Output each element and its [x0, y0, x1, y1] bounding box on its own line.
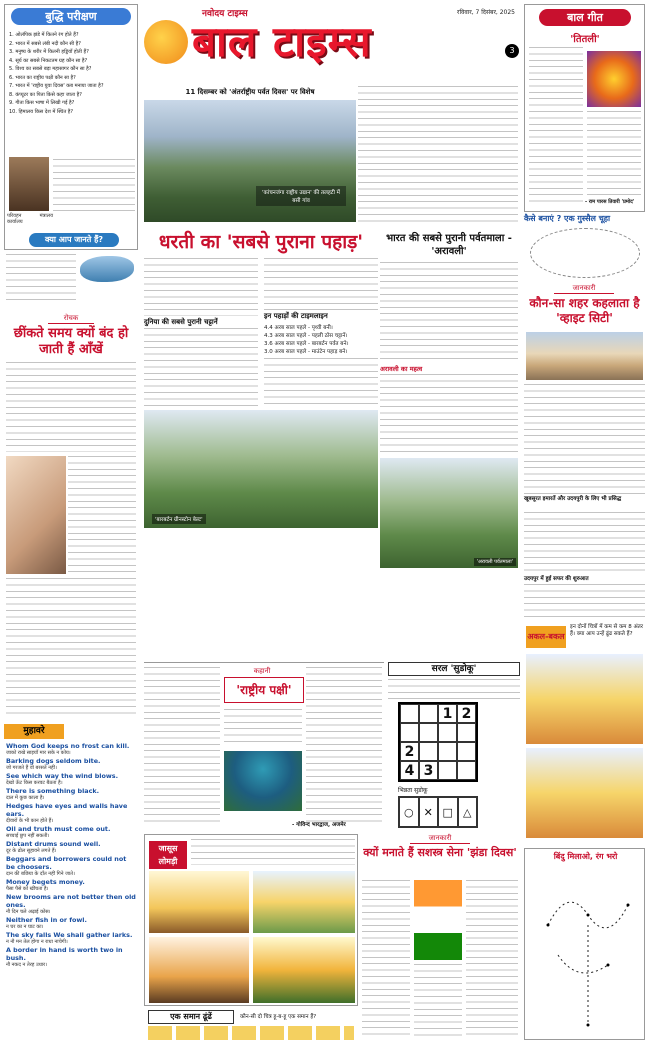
quiz-list — [9, 31, 135, 116]
peacock-image — [224, 751, 302, 811]
timeline-list — [264, 324, 378, 356]
idiom-hi: सच्चाई छुप नहीं सकती। — [6, 833, 50, 839]
idioms-title: मुहावरे — [4, 724, 64, 739]
comic-panel-3 — [149, 937, 249, 1003]
know-title: क्या आप जानते हैं? — [29, 233, 119, 247]
find-same-images — [148, 1026, 354, 1040]
story-text-b — [224, 709, 302, 747]
quiz-item: 4. सूर्य का सबसे निकटतम ग्रह कौन सा है? — [9, 57, 88, 64]
idiom-hi: दाल में कुछ काला है। — [6, 795, 45, 801]
white-city-title: कौन-सा शहर कहलाता है 'व्हाइट सिटी' — [529, 296, 640, 325]
mountain-photo — [144, 100, 356, 222]
aravali-caption: 'अरावली पर्वतमाला' — [474, 558, 516, 566]
know-text — [6, 254, 76, 300]
white-city-text-c — [524, 584, 645, 620]
bird-logo — [144, 20, 188, 64]
timeline-item: 3.0 अरब साल पहले - माउंटेन पहाड़ बने। — [264, 349, 348, 355]
quiz-item: 2. भारत में सबसे लंबी नदी कौन सी है? — [9, 40, 81, 47]
sudoku-cell[interactable] — [438, 723, 457, 742]
sudoku-cell[interactable] — [400, 723, 419, 742]
find-same-title: एक समान ढूंढें — [148, 1010, 234, 1024]
idiom-hi: न नौ मन तेल होगा न राधा नाचेगी। — [6, 939, 68, 945]
date-line: रविवार, 7 दिसंबर, 2025 — [457, 9, 515, 16]
poet-name: - राम पारस तिवारी 'प्रमोद' — [585, 199, 635, 205]
know-section — [4, 252, 138, 304]
idiom-hi: नौ दिन चले अढ़ाई कोस। — [6, 909, 51, 915]
riddle-label: अकल-बकल — [526, 626, 566, 648]
aravali-text-1 — [380, 262, 518, 362]
sudoku-cell[interactable]: 2 — [400, 742, 419, 761]
sudoku-text — [388, 679, 520, 699]
sneeze-title: छींकते समय क्यों बंद हो जाती हैं आँखें — [13, 326, 129, 357]
flag-title: क्यों मनाते हैं सशस्त्र सेना 'झंडा दिवस' — [363, 846, 517, 859]
sneeze-photo — [6, 456, 66, 574]
answers-photo — [9, 157, 49, 211]
idiom-hi: जो गरजते हैं वो बरसते नहीं। — [6, 765, 57, 771]
flag-text-c — [466, 880, 518, 1036]
quiz-title: बुद्धि परीक्षण — [11, 8, 131, 25]
idiom-en: There is something black. — [6, 787, 100, 795]
sudoku-title: सरल 'सुडोकू' — [388, 662, 520, 676]
mountain-banner: 11 दिसम्बर को 'अंतर्राष्ट्रीय पर्वत दिवस' पर विशेष — [185, 88, 315, 96]
sneeze-text-1 — [6, 362, 136, 452]
sudoku-cell[interactable] — [419, 704, 438, 723]
sneeze-text-3 — [6, 578, 136, 718]
sneeze-text-2 — [68, 456, 136, 574]
dots-section — [524, 848, 645, 1040]
mountain-text-c — [264, 258, 378, 310]
aravali-photo — [380, 458, 518, 568]
idiom-hi: दान की बछिया के दाँत नहीं गिने जाते। — [6, 871, 75, 877]
idiom-hi: दूर के ढोल सुहावने लगते हैं। — [6, 848, 57, 854]
sudoku-cell[interactable] — [419, 742, 438, 761]
mountain-body — [144, 258, 378, 652]
idiom-en: Beggars and borrowers could not be choosers. — [6, 855, 127, 871]
dots-title: बिंदु मिलाओ, रंग भरो — [553, 852, 618, 861]
riddle-image-2 — [526, 748, 643, 838]
answers-text — [53, 159, 135, 211]
comic-section — [144, 834, 358, 1006]
white-city-text-b — [524, 512, 645, 572]
quiz-item: 3. मनुष्य के शरीर में कितनी हड्डियाँ होती हैं? — [9, 49, 89, 55]
sudoku-cell[interactable] — [457, 761, 476, 780]
barberton-caption: 'बारबर्टन ग्रीनस्टोन बेल्ट' — [152, 514, 206, 524]
white-city-sub2: उदयपुर में हुई सफर की शुरुआत — [524, 576, 589, 582]
poem-text-b — [587, 111, 641, 199]
mountain-text-top — [358, 86, 518, 226]
idiom-en: Distant drums sound well. — [6, 840, 101, 848]
cross-icon: ✕ — [419, 797, 439, 827]
brand-main: बाल टाइम्स — [192, 17, 372, 66]
shape-grid — [398, 796, 478, 828]
story-title: 'राष्ट्रीय पक्षी' — [224, 677, 304, 703]
idiom-en: Hedges have eyes and walls have ears. — [6, 802, 128, 818]
idiom-en: Money begets money. — [6, 878, 85, 886]
comic-panel-1 — [149, 871, 249, 933]
story-section — [144, 662, 384, 830]
comic-title: जासूस लोमड़ी — [149, 841, 187, 869]
page-number: 3 — [505, 44, 519, 58]
sudoku-cell[interactable]: 2 — [457, 704, 476, 723]
timeline-item: 3.6 अरब साल पहले - बारबर्टन पर्वत बने। — [264, 341, 349, 347]
mountain-text-d — [264, 358, 378, 406]
which-diff: कौन-सी दो चित्र हू-ब-हू एक समान हैं? — [240, 1014, 317, 1020]
quiz-item: 9. गीता किस भाषा में लिखी गई है? — [9, 100, 75, 106]
craft-section — [524, 214, 645, 280]
sudoku-cell[interactable]: 1 — [438, 704, 457, 723]
barberton-photo — [144, 410, 378, 528]
main-headline: धरती का 'सबसे पुराना पहाड़' — [158, 231, 364, 253]
idiom-en: Barking dogs seldom bite. — [6, 757, 101, 765]
comic-panel-4 — [253, 937, 355, 1003]
sudoku-cell[interactable] — [400, 704, 419, 723]
sudoku-cell[interactable] — [438, 761, 457, 780]
flag-jankari: जानकारी — [410, 834, 470, 844]
mountain-text-b — [144, 328, 258, 406]
craft-title: कैसे बनाएं ? एक गुस्सैल चूहा — [524, 214, 611, 223]
rochak-section — [4, 310, 138, 720]
story-text-a — [144, 667, 220, 827]
sudoku-cell[interactable]: 4 — [400, 761, 419, 780]
quiz-item: 1. ओलंपिक झंडे में कितने रंग होते हैं? — [9, 32, 79, 38]
story-author: - गोविन्द भारद्वाज, अजमेर — [292, 822, 346, 828]
sudoku-cell[interactable] — [457, 742, 476, 761]
sudoku-cell[interactable]: 3 — [419, 761, 438, 780]
mountain-right-col — [358, 86, 518, 228]
dots-drawing — [528, 865, 643, 1035]
timeline-item: 4.4 अरब साल पहले - पृथ्वी बनी। — [264, 325, 333, 331]
quiz-item: 10. हिमालय किस देश में स्थित है? — [9, 108, 74, 115]
sudoku-grid — [398, 702, 478, 782]
find-same-section — [144, 1008, 358, 1040]
brand-top: नवोदय टाइम्स — [202, 9, 248, 19]
white-city-section — [524, 282, 645, 846]
answer-caption: परिवहन मंत्रालय कार्यालय — [7, 213, 53, 226]
idiom-en: A border in hand is worth two in bush. — [6, 946, 123, 962]
aravali-text-2 — [380, 374, 518, 454]
idioms-list — [6, 742, 136, 969]
sudoku-cell[interactable] — [457, 723, 476, 742]
aravali-block — [380, 232, 518, 652]
white-city-jankari: जानकारी — [554, 284, 614, 294]
poem-title: बाल गीत — [539, 9, 631, 26]
flag-image — [414, 880, 462, 960]
mouse-drawing — [530, 228, 640, 278]
quiz-item: 7. भारत में 'राष्ट्रीय युवा दिवस' कब मनाया जाता है? — [9, 83, 104, 89]
comic-panel-2 — [253, 871, 355, 933]
fish-image — [80, 256, 134, 282]
story-label: कहानी — [253, 667, 271, 675]
quiz-item: 8. कंप्यूटर का पिता किसे कहा जाता है? — [9, 91, 82, 98]
poem-text-a — [529, 47, 583, 207]
butterfly-image — [587, 51, 641, 107]
idiom-hi: नौ नकद न तेरह उधार। — [6, 962, 48, 968]
aravali-title: भारत की सबसे पुरानी पर्वतमाला - 'अरावली' — [386, 233, 512, 257]
poem-section — [524, 4, 645, 212]
sudoku-section — [292, 662, 520, 830]
idiom-hi: देखो ऊँट किस करवट बैठता है। — [6, 780, 63, 786]
rochak-label: रोचक — [48, 312, 94, 324]
udaipur-photo — [526, 332, 643, 380]
idiom-hi: दीवारों के भी कान होते हैं। — [6, 818, 54, 824]
flag-text-b — [414, 964, 462, 1036]
poem-name: 'तितली' — [570, 34, 600, 45]
sub1: दुनिया की सबसे पुरानी चट्टानें — [144, 318, 218, 326]
mountain-text-a — [144, 258, 258, 316]
sudoku-cell[interactable] — [438, 742, 457, 761]
sudoku-cell[interactable] — [419, 723, 438, 742]
diff-label: भिन्नता सुडोकू — [398, 787, 428, 794]
aravali-sub: अरावली का महत्व — [380, 365, 423, 373]
sub2: इन पहाड़ों की टाइमलाइन — [264, 312, 328, 320]
idiom-hi: पैसा पैसे को खींचता है। — [6, 886, 49, 892]
riddle-text: इन दोनों चित्रों में कम से कम 8 अंतर हैं। क्या आप उन्हें ढूंढ सकते हैं? — [570, 624, 644, 637]
triangle-icon: △ — [458, 797, 478, 827]
idiom-en: Neither fish in or fowl. — [6, 916, 87, 924]
masthead — [140, 2, 523, 82]
idiom-hi: जाको राखे साइयाँ मार सके न कोय। — [6, 750, 71, 756]
quiz-item: 5. विश्व का सबसे बड़ा महासागर कौन सा है? — [9, 66, 92, 72]
riddle-image-1 — [526, 654, 643, 744]
flag-day-section — [360, 834, 520, 1040]
idiom-en: Oil and truth must come out. — [6, 825, 111, 833]
idiom-hi: न घर का न घाट का। — [6, 924, 44, 930]
quiz-item: 6. भारत का राष्ट्रीय पक्षी कौन सा है? — [9, 74, 76, 81]
idioms-section — [4, 724, 138, 1039]
comic-intro — [191, 839, 355, 865]
quiz-section — [4, 4, 138, 250]
white-city-text-a — [524, 384, 645, 494]
story-text-c — [306, 667, 382, 827]
idiom-en: Whom God keeps no frost can kill. — [6, 742, 130, 750]
idiom-en: New brooms are not better then old ones. — [6, 893, 136, 909]
idiom-en: The sky falls We shall gather larks. — [6, 931, 133, 939]
square-icon: □ — [438, 797, 458, 827]
timeline-item: 4.3 अरब साल पहले - पहली ठोस चट्टानें। — [264, 333, 348, 339]
idiom-en: See which way the wind blows. — [6, 772, 119, 780]
photo-caption: 'कांचनजंगा राष्ट्रीय उद्यान' की तलहटी में बसी गांव — [256, 186, 346, 206]
circle-icon: ○ — [399, 797, 419, 827]
white-city-sub1: खूबसूरत इमारतें और उदयपुरी के लिए भी प्रसिद्ध — [524, 496, 622, 502]
flag-text-a — [362, 880, 410, 1036]
